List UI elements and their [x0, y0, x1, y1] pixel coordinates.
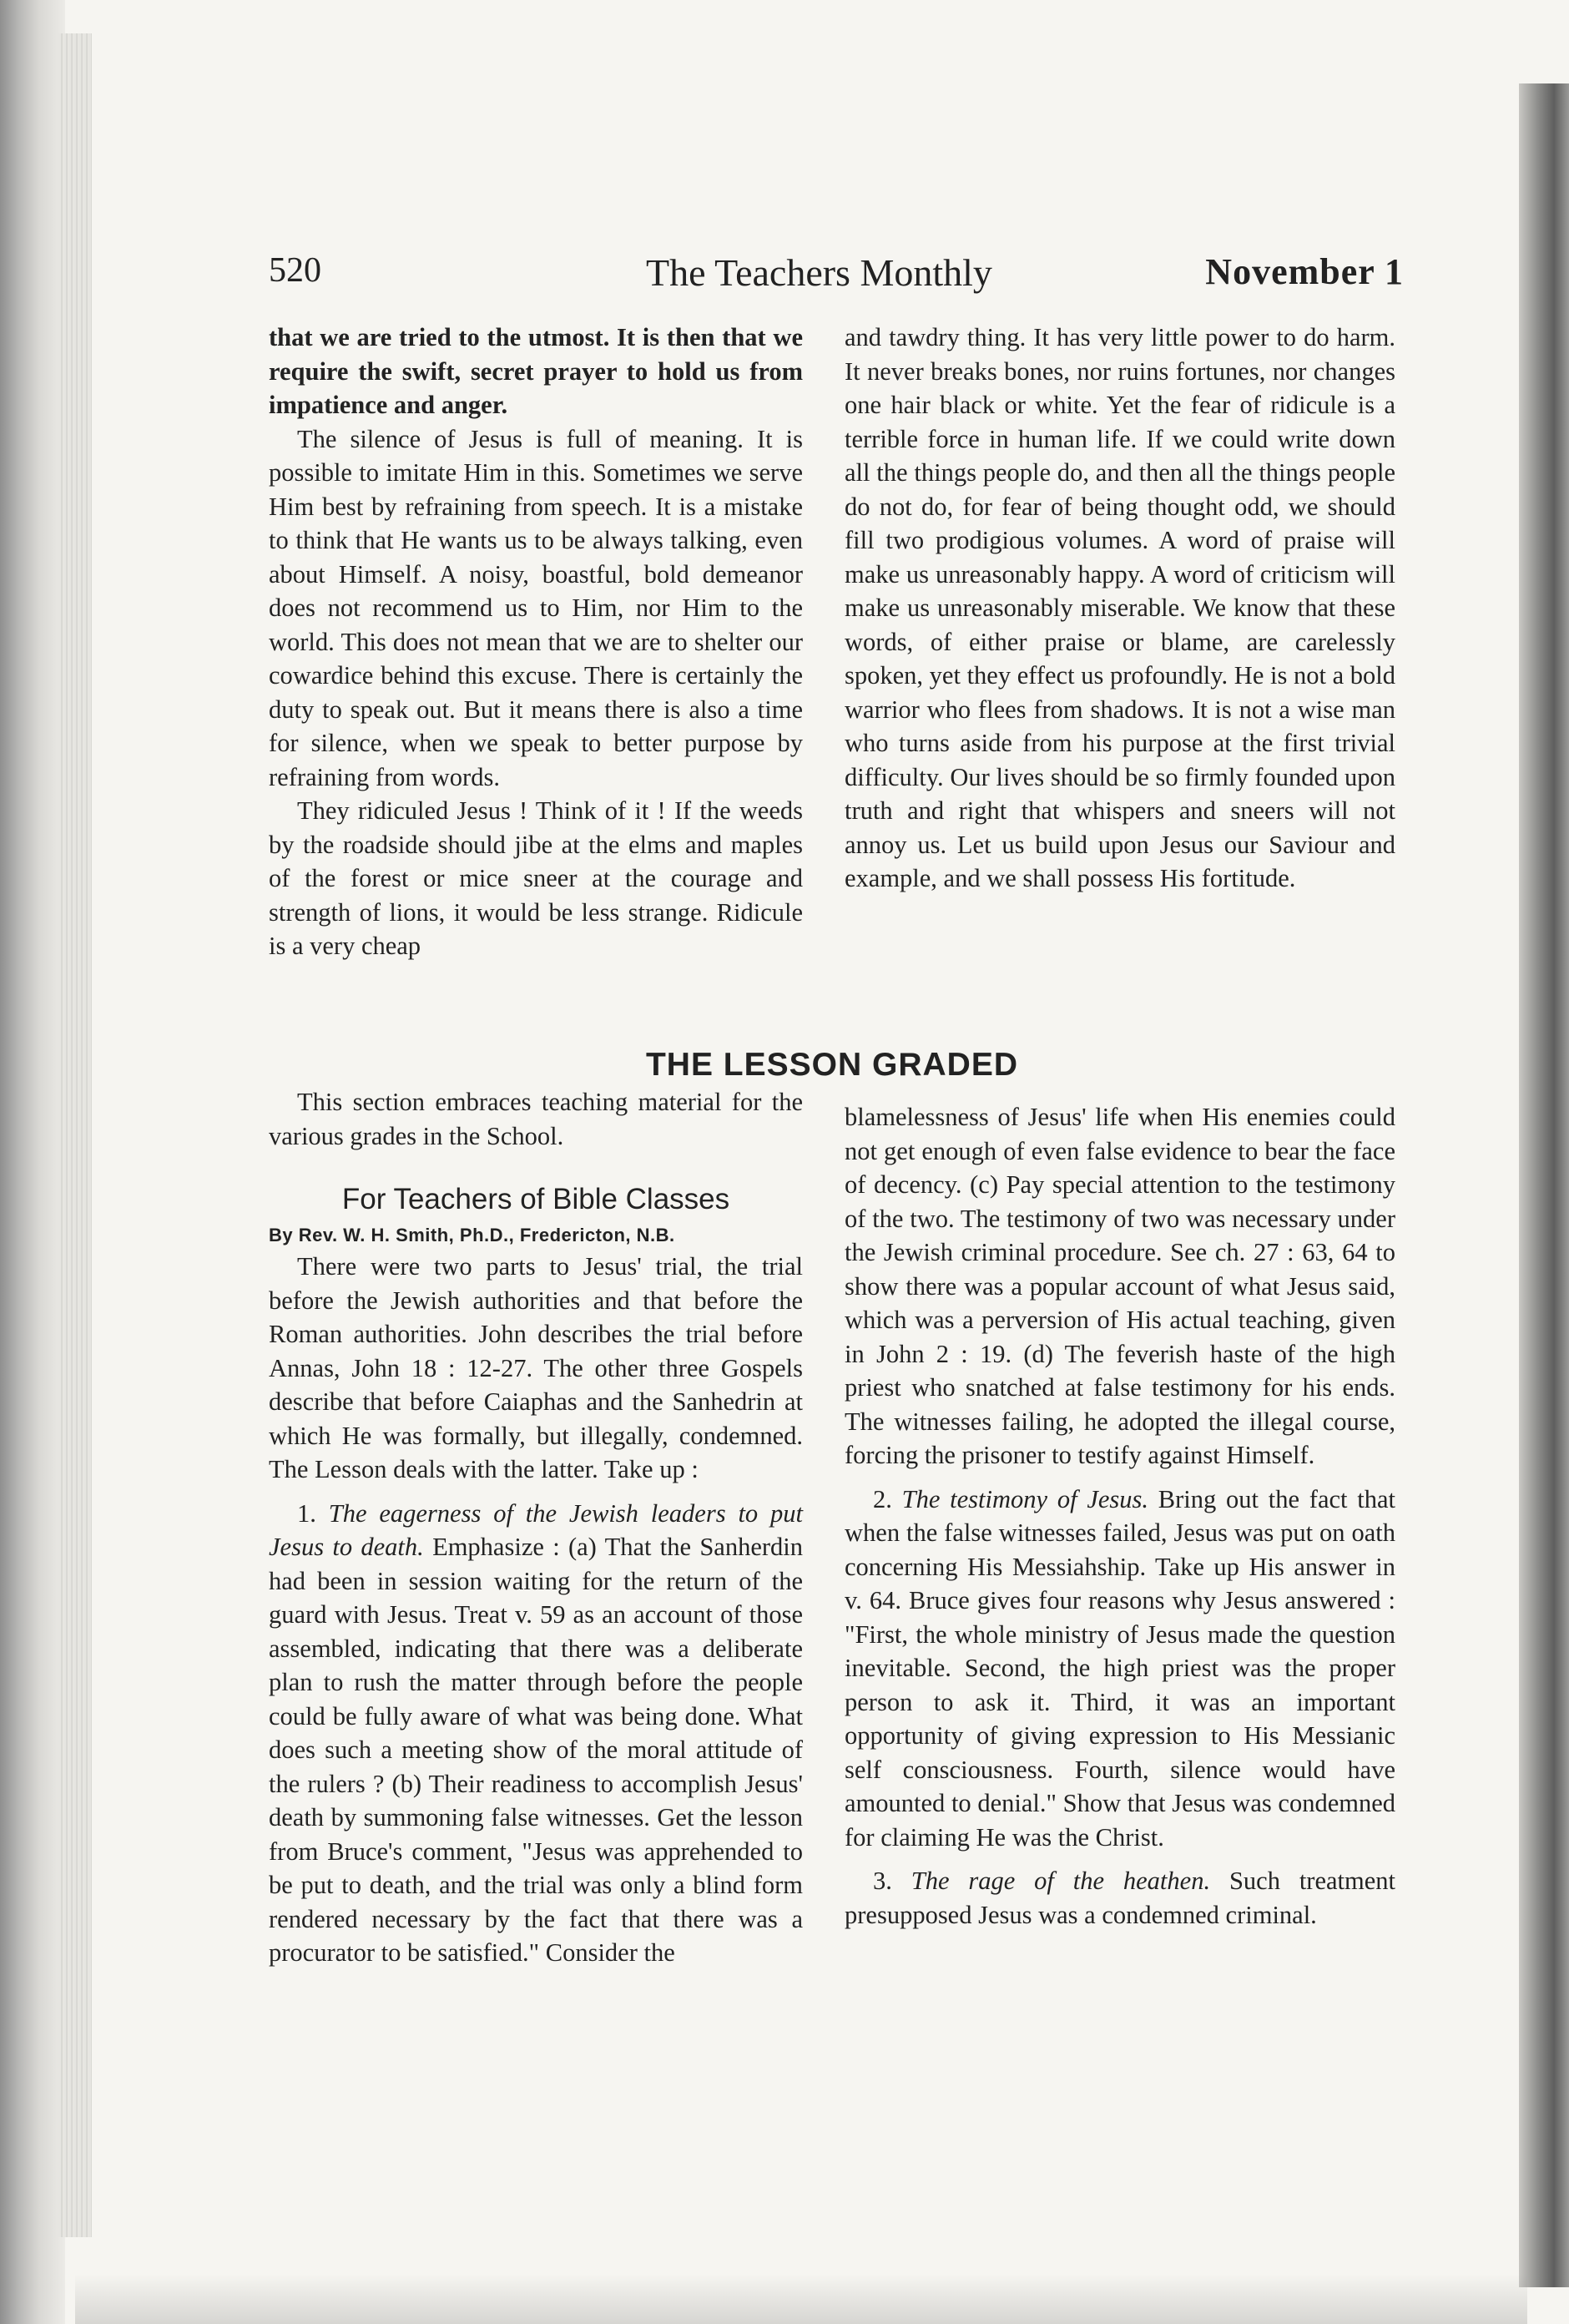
- sub-heading: For Teachers of Bible Classes: [341, 1183, 730, 1215]
- numbered-paragraph: [845, 1864, 1395, 1932]
- journal-title: The Teachers Monthly: [646, 251, 992, 294]
- paragraph: The silence of Jesus is full of meaning. It is possible to imitate Him in this. Sometimes we serve Him best by refraining from speech. It is a mistake to think that He wants us to be always talking, even about Himself. A noisy, boastful, bold demeanor does not recommend us to Him, nor Him to the world. This does not mean that we are to shelter our cowardice behind this excuse. There is certainly the duty to speak out. But it means there is also a time for silence, when we speak to better purpose by refraining from words.: [269, 424, 803, 791]
- issue-date: November 1: [1205, 251, 1404, 292]
- item-number: 3.: [873, 1867, 892, 1895]
- item-number: 2.: [873, 1484, 892, 1513]
- item-body: Bring out the fact that when the false witnesses failed, Jesus was put on oath concerning His Messiahship. Take up His answer in v. 64. Bruce gives four reasons why Jesus answered : "First, the whole ministry of Jesus made the question inevitable. Second, the high priest was the proper person to ask it. Third, it was an important opportunity of giving expression to His Messianic self consciousness. Fourth, silence would have amounted to denial." Show that Jesus was condemned for claiming He was the Christ.: [845, 1484, 1396, 1852]
- running-head: [269, 250, 1404, 301]
- numbered-paragraph: [845, 1483, 1395, 1855]
- paragraph: and tawdry thing. It has very little power to do harm. It never breaks bones, nor ruins fortunes, nor changes one hair black or white. Yet the fear of ridicule is a terrible force in human life. If we could write down all the things people do, and then all the things people do not do, for fear of being thought odd, we should fill two prodigious volumes. A word of praise will make us unreasonably happy. A word of criticism will make us unreasonably miserable. We know that these words, of either praise or blame, are carelessly spoken, yet they effect us profoundly. He is not a bold warrior who flees from shadows. It is not a wise man who turns aside from his purpose at the first trivial difficulty. Our lives should be so firmly founded upon truth and right that whispers and sneers will not annoy us. Let us build upon Jesus our Saviour and example, and we shall possess His fortitude.: [845, 323, 1395, 892]
- item-body: Such treatment presupposed Jesus was a condemned criminal.: [845, 1867, 1395, 1929]
- byline: By Rev. W. H. Smith, Ph.D., Fredericton, N.B.: [269, 1225, 675, 1245]
- section-heading: THE LESSON GRADED: [645, 1047, 1019, 1083]
- paragraph: They ridiculed Jesus ! Think of it ! If the weeds by the roadside should jibe at the elms and maples of the forest or mice sneer at the courage and strength of lions, it would be less strange. Ridicule is a very cheap: [269, 796, 803, 960]
- top-left-column: [269, 321, 803, 963]
- top-right-column: [845, 321, 1395, 896]
- bottom-right-column: [845, 1100, 1395, 1932]
- section-intro: This section embraces teaching material for the various grades in the School.: [269, 1088, 803, 1150]
- paragraph: blamelessness of Jesus' life when His enemies could not get enough of even false evidence to bear the face of decency. (c) Pay special attention to the testimony of the two. The testimony of two was necessary under the Jewish criminal procedure. See ch. 27 : 63, 64 to show there was a popular account of what Jesus said, which was a perversion of His actual teaching, given in John 2 : 19. (d) The feverish haste of the high priest who snatched at false testimony for his ends. The witnesses failing, he adopted the illegal course, forcing the prisoner to testify against Himself.: [845, 1103, 1395, 1469]
- page-stack-edge: [58, 33, 92, 2237]
- bottom-left-column: [269, 1085, 803, 1970]
- item-title: The rage of the heathen.: [911, 1867, 1211, 1895]
- item-body: Emphasize : (a) That the Sanherdin had been in session waiting for the return of the guard with Jesus. Treat v. 59 as an account of those assembled, indicating that there was a deliberate plan to rush the matter through before the people could be fully aware of what was being done. What does such a meeting show of the moral attitude of the rulers ? (b) Their readiness to accomplish Jesus' death by summoning false witnesses. Get the lesson from Bruce's comment, "Jesus was apprehended to be put to death, and the trial was only a blind form rendered necessary by the fact that there was a procurator to be satisfied." Consider the: [269, 1533, 803, 1967]
- item-number: 1.: [297, 1498, 316, 1528]
- page-number: 520: [269, 251, 321, 290]
- book-binding-shadow: [0, 0, 65, 2324]
- item-title: The testimony of Jesus.: [901, 1484, 1149, 1513]
- item-title: The eagerness of the Jewish leaders to put Jesus to death.: [269, 1498, 804, 1561]
- bottom-page-shadow: [75, 2274, 1527, 2324]
- paragraph: There were two parts to Jesus' trial, the trial before the Jewish authorities and that before the Roman authorities. John describes the trial before Annas, John 18 : 12-27. The other three Gospels describe that before Caiaphas and the Sanhedrin at which He was formally, but illegally, condemned. The Lesson deals with the latter. Take up :: [269, 1252, 803, 1483]
- paragraph: that we are tried to the utmost. It is then that we require the swift, secret prayer to hold us from impatience and anger.: [269, 323, 803, 419]
- numbered-paragraph: [269, 1497, 803, 1970]
- right-page-edge: [1519, 83, 1569, 2287]
